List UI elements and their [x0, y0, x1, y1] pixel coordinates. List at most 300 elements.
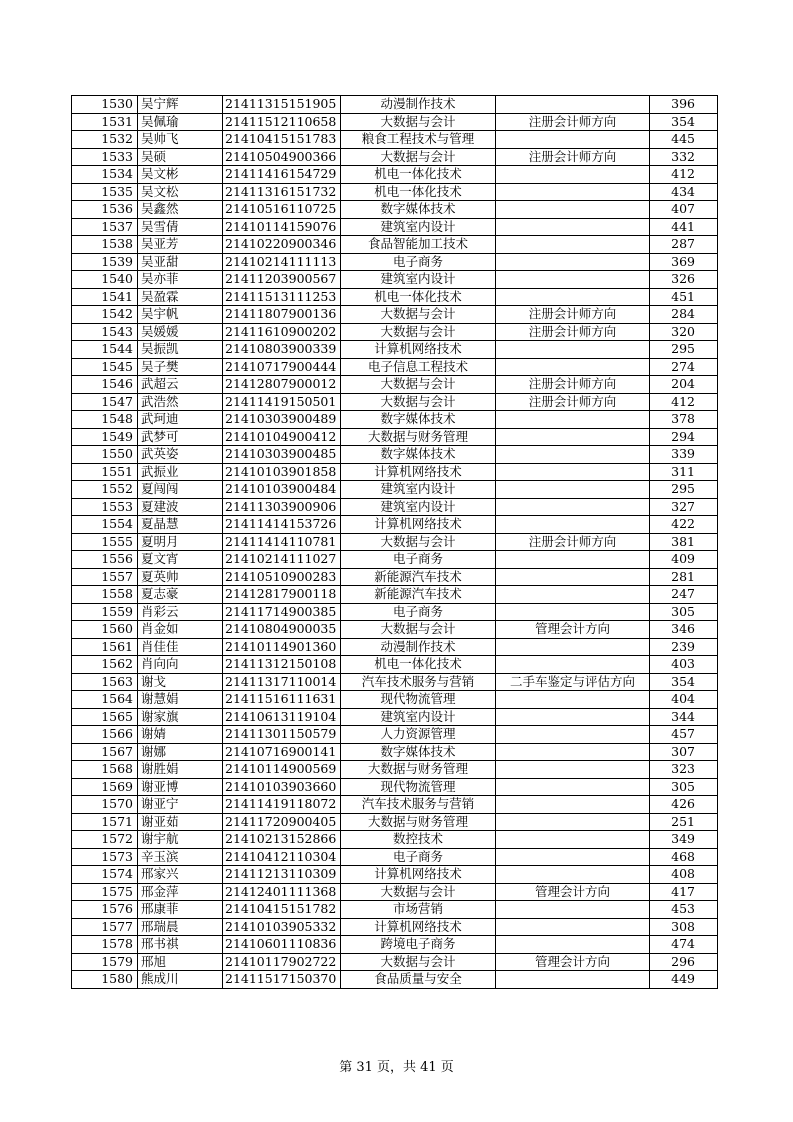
table-row: [72, 656, 718, 674]
candidate-id-cell: 21411213110309: [223, 866, 341, 884]
score-cell: 308: [650, 918, 718, 936]
major-cell: 数字媒体技术: [341, 201, 496, 219]
score-cell: 434: [650, 183, 718, 201]
major-cell: 机电一体化技术: [341, 656, 496, 674]
score-cell: 346: [650, 621, 718, 639]
student-name-cell: 夏文宵: [138, 551, 223, 569]
score-cell: 305: [650, 778, 718, 796]
row-number-cell: 1565: [72, 708, 138, 726]
table-row: [72, 848, 718, 866]
major-cell: 大数据与会计: [341, 953, 496, 971]
score-cell: 251: [650, 813, 718, 831]
major-cell: 机电一体化技术: [341, 288, 496, 306]
candidate-id-cell: 21410103905332: [223, 918, 341, 936]
score-cell: 445: [650, 131, 718, 149]
student-name-cell: 肖金如: [138, 621, 223, 639]
major-cell: 电子商务: [341, 551, 496, 569]
direction-cell: [496, 813, 650, 831]
major-cell: 跨境电子商务: [341, 936, 496, 954]
row-number-cell: 1533: [72, 148, 138, 166]
candidate-id-cell: 21411517150370: [223, 971, 341, 989]
table-row: [72, 691, 718, 709]
major-cell: 电子商务: [341, 253, 496, 271]
student-name-cell: 夏志豪: [138, 586, 223, 604]
major-cell: 计算机网络技术: [341, 341, 496, 359]
candidate-id-cell: 21410214111027: [223, 551, 341, 569]
candidate-id-cell: 21410114901360: [223, 638, 341, 656]
student-name-cell: 谢娜: [138, 743, 223, 761]
major-cell: 市场营销: [341, 901, 496, 919]
direction-cell: [496, 708, 650, 726]
major-cell: 汽车技术服务与营销: [341, 673, 496, 691]
row-number-cell: 1561: [72, 638, 138, 656]
major-cell: 大数据与会计: [341, 306, 496, 324]
table-row: [72, 341, 718, 359]
student-name-cell: 吴宁辉: [138, 96, 223, 114]
student-name-cell: 武振业: [138, 463, 223, 481]
table-row: [72, 586, 718, 604]
table-row: [72, 726, 718, 744]
direction-cell: [496, 796, 650, 814]
score-cell: 378: [650, 411, 718, 429]
direction-cell: [496, 481, 650, 499]
page-footer: 第 31 页，共 41 页: [339, 1060, 454, 1075]
table-row: [72, 323, 718, 341]
score-cell: 204: [650, 376, 718, 394]
table-row: [72, 201, 718, 219]
major-cell: 电子信息工程技术: [341, 358, 496, 376]
row-number-cell: 1567: [72, 743, 138, 761]
row-number-cell: 1573: [72, 848, 138, 866]
row-number-cell: 1534: [72, 166, 138, 184]
candidate-id-cell: 21410303900489: [223, 411, 341, 429]
row-number-cell: 1555: [72, 533, 138, 551]
row-number-cell: 1535: [72, 183, 138, 201]
candidate-id-cell: 21411317110014: [223, 673, 341, 691]
direction-cell: 注册会计师方向: [496, 148, 650, 166]
table-row: [72, 778, 718, 796]
direction-cell: [496, 551, 650, 569]
direction-cell: [496, 446, 650, 464]
student-name-cell: 吴硕: [138, 148, 223, 166]
student-name-cell: 肖佳佳: [138, 638, 223, 656]
score-cell: 239: [650, 638, 718, 656]
table-row: [72, 516, 718, 534]
major-cell: 大数据与财务管理: [341, 761, 496, 779]
student-name-cell: 谢婧: [138, 726, 223, 744]
score-cell: 295: [650, 481, 718, 499]
score-cell: 396: [650, 96, 718, 114]
table-row: [72, 638, 718, 656]
score-cell: 404: [650, 691, 718, 709]
table-row: [72, 131, 718, 149]
table-row: [72, 603, 718, 621]
student-name-cell: 邢瑞晨: [138, 918, 223, 936]
score-cell: 305: [650, 603, 718, 621]
score-cell: 449: [650, 971, 718, 989]
score-cell: 412: [650, 166, 718, 184]
major-cell: 数字媒体技术: [341, 743, 496, 761]
score-cell: 451: [650, 288, 718, 306]
direction-cell: 管理会计方向: [496, 883, 650, 901]
direction-cell: [496, 201, 650, 219]
direction-cell: [496, 271, 650, 289]
table-row: [72, 953, 718, 971]
score-cell: 426: [650, 796, 718, 814]
row-number-cell: 1574: [72, 866, 138, 884]
row-number-cell: 1563: [72, 673, 138, 691]
candidate-id-cell: 21412807900012: [223, 376, 341, 394]
score-cell: 441: [650, 218, 718, 236]
direction-cell: 注册会计师方向: [496, 323, 650, 341]
direction-cell: [496, 691, 650, 709]
candidate-id-cell: 21411513111253: [223, 288, 341, 306]
table-row: [72, 866, 718, 884]
major-cell: 大数据与会计: [341, 113, 496, 131]
major-cell: 大数据与会计: [341, 148, 496, 166]
table-row: [72, 673, 718, 691]
table-row: [72, 568, 718, 586]
row-number-cell: 1546: [72, 376, 138, 394]
row-number-cell: 1541: [72, 288, 138, 306]
direction-cell: [496, 831, 650, 849]
row-number-cell: 1578: [72, 936, 138, 954]
table-row: [72, 743, 718, 761]
row-number-cell: 1530: [72, 96, 138, 114]
candidate-id-cell: 21410103901858: [223, 463, 341, 481]
row-number-cell: 1577: [72, 918, 138, 936]
score-cell: 274: [650, 358, 718, 376]
candidate-id-cell: 21412401111368: [223, 883, 341, 901]
score-cell: 326: [650, 271, 718, 289]
table-row: [72, 183, 718, 201]
major-cell: 建筑室内设计: [341, 218, 496, 236]
direction-cell: [496, 358, 650, 376]
table-row: [72, 901, 718, 919]
student-name-cell: 吴亚甜: [138, 253, 223, 271]
row-number-cell: 1548: [72, 411, 138, 429]
student-name-cell: 吴鑫然: [138, 201, 223, 219]
direction-cell: 注册会计师方向: [496, 376, 650, 394]
score-cell: 296: [650, 953, 718, 971]
row-number-cell: 1542: [72, 306, 138, 324]
direction-cell: [496, 498, 650, 516]
student-name-cell: 邢康菲: [138, 901, 223, 919]
candidate-id-cell: 21411807900136: [223, 306, 341, 324]
table-row: [72, 166, 718, 184]
score-table: [71, 95, 718, 989]
major-cell: 汽车技术服务与营销: [341, 796, 496, 814]
table-row: [72, 481, 718, 499]
candidate-id-cell: 21411414153726: [223, 516, 341, 534]
candidate-id-cell: 21410717900444: [223, 358, 341, 376]
candidate-id-cell: 21411316151732: [223, 183, 341, 201]
student-name-cell: 武英姿: [138, 446, 223, 464]
major-cell: 电子商务: [341, 603, 496, 621]
row-number-cell: 1564: [72, 691, 138, 709]
row-number-cell: 1536: [72, 201, 138, 219]
candidate-id-cell: 21410104900412: [223, 428, 341, 446]
direction-cell: [496, 568, 650, 586]
major-cell: 动漫制作技术: [341, 96, 496, 114]
major-cell: 粮食工程技术与管理: [341, 131, 496, 149]
row-number-cell: 1580: [72, 971, 138, 989]
student-name-cell: 吴帅飞: [138, 131, 223, 149]
table-row: [72, 253, 718, 271]
major-cell: 建筑室内设计: [341, 498, 496, 516]
major-cell: 食品质量与安全: [341, 971, 496, 989]
table-row: [72, 813, 718, 831]
row-number-cell: 1579: [72, 953, 138, 971]
candidate-id-cell: 21411512110658: [223, 113, 341, 131]
score-cell: 287: [650, 236, 718, 254]
candidate-id-cell: 21411419118072: [223, 796, 341, 814]
table-row: [72, 463, 718, 481]
row-number-cell: 1544: [72, 341, 138, 359]
major-cell: 计算机网络技术: [341, 866, 496, 884]
candidate-id-cell: 21411714900385: [223, 603, 341, 621]
student-name-cell: 武超云: [138, 376, 223, 394]
major-cell: 建筑室内设计: [341, 271, 496, 289]
score-cell: 453: [650, 901, 718, 919]
major-cell: 机电一体化技术: [341, 166, 496, 184]
direction-cell: 二手车鉴定与评估方向: [496, 673, 650, 691]
row-number-cell: 1543: [72, 323, 138, 341]
direction-cell: [496, 866, 650, 884]
student-name-cell: 吴亚芳: [138, 236, 223, 254]
student-name-cell: 肖彩云: [138, 603, 223, 621]
major-cell: 大数据与会计: [341, 533, 496, 551]
major-cell: 计算机网络技术: [341, 918, 496, 936]
score-cell: 332: [650, 148, 718, 166]
score-cell: 381: [650, 533, 718, 551]
student-name-cell: 肖向向: [138, 656, 223, 674]
table-row: [72, 428, 718, 446]
direction-cell: [496, 743, 650, 761]
score-table-container: [71, 95, 717, 989]
row-number-cell: 1562: [72, 656, 138, 674]
direction-cell: [496, 936, 650, 954]
candidate-id-cell: 21411516111631: [223, 691, 341, 709]
candidate-id-cell: 21410114900569: [223, 761, 341, 779]
direction-cell: [496, 516, 650, 534]
score-cell: 468: [650, 848, 718, 866]
major-cell: 新能源汽车技术: [341, 568, 496, 586]
major-cell: 大数据与会计: [341, 883, 496, 901]
direction-cell: [496, 411, 650, 429]
student-name-cell: 吴文彬: [138, 166, 223, 184]
score-cell: 284: [650, 306, 718, 324]
candidate-id-cell: 21410214111113: [223, 253, 341, 271]
student-name-cell: 熊成川: [138, 971, 223, 989]
table-row: [72, 551, 718, 569]
table-row: [72, 621, 718, 639]
major-cell: 大数据与会计: [341, 621, 496, 639]
candidate-id-cell: 21411610900202: [223, 323, 341, 341]
student-name-cell: 武梦可: [138, 428, 223, 446]
direction-cell: [496, 166, 650, 184]
student-name-cell: 谢慧娟: [138, 691, 223, 709]
candidate-id-cell: 21410516110725: [223, 201, 341, 219]
row-number-cell: 1566: [72, 726, 138, 744]
row-number-cell: 1531: [72, 113, 138, 131]
direction-cell: 注册会计师方向: [496, 393, 650, 411]
candidate-id-cell: 21410716900141: [223, 743, 341, 761]
major-cell: 建筑室内设计: [341, 708, 496, 726]
table-row: [72, 96, 718, 114]
student-name-cell: 辛玉滨: [138, 848, 223, 866]
score-cell: 354: [650, 673, 718, 691]
score-cell: 247: [650, 586, 718, 604]
table-row: [72, 411, 718, 429]
score-cell: 311: [650, 463, 718, 481]
table-row: [72, 393, 718, 411]
row-number-cell: 1557: [72, 568, 138, 586]
candidate-id-cell: 21410412110304: [223, 848, 341, 866]
student-name-cell: 吴媛媛: [138, 323, 223, 341]
table-row: [72, 533, 718, 551]
score-cell: 474: [650, 936, 718, 954]
row-number-cell: 1538: [72, 236, 138, 254]
direction-cell: 管理会计方向: [496, 621, 650, 639]
student-name-cell: 邢家兴: [138, 866, 223, 884]
candidate-id-cell: 21411419150501: [223, 393, 341, 411]
major-cell: 数字媒体技术: [341, 411, 496, 429]
candidate-id-cell: 21410601110836: [223, 936, 341, 954]
candidate-id-cell: 21411416154729: [223, 166, 341, 184]
score-cell: 422: [650, 516, 718, 534]
student-name-cell: 夏闯闯: [138, 481, 223, 499]
row-number-cell: 1545: [72, 358, 138, 376]
student-name-cell: 吴盈霖: [138, 288, 223, 306]
major-cell: 大数据与财务管理: [341, 428, 496, 446]
direction-cell: 管理会计方向: [496, 953, 650, 971]
major-cell: 现代物流管理: [341, 778, 496, 796]
student-name-cell: 谢亚茹: [138, 813, 223, 831]
row-number-cell: 1552: [72, 481, 138, 499]
row-number-cell: 1556: [72, 551, 138, 569]
candidate-id-cell: 21411303900906: [223, 498, 341, 516]
major-cell: 人力资源管理: [341, 726, 496, 744]
row-number-cell: 1575: [72, 883, 138, 901]
score-cell: 408: [650, 866, 718, 884]
direction-cell: [496, 341, 650, 359]
major-cell: 新能源汽车技术: [341, 586, 496, 604]
direction-cell: [496, 603, 650, 621]
candidate-id-cell: 21411414110781: [223, 533, 341, 551]
score-cell: 349: [650, 831, 718, 849]
score-cell: 323: [650, 761, 718, 779]
row-number-cell: 1558: [72, 586, 138, 604]
table-row: [72, 918, 718, 936]
table-row: [72, 358, 718, 376]
candidate-id-cell: 21411315151905: [223, 96, 341, 114]
table-body: [72, 96, 718, 989]
candidate-id-cell: 21410613119104: [223, 708, 341, 726]
major-cell: 大数据与会计: [341, 393, 496, 411]
table-row: [72, 218, 718, 236]
table-row: [72, 113, 718, 131]
major-cell: 动漫制作技术: [341, 638, 496, 656]
student-name-cell: 夏英帅: [138, 568, 223, 586]
student-name-cell: 吴振凯: [138, 341, 223, 359]
score-cell: 294: [650, 428, 718, 446]
score-cell: 307: [650, 743, 718, 761]
score-cell: 281: [650, 568, 718, 586]
score-cell: 369: [650, 253, 718, 271]
direction-cell: [496, 253, 650, 271]
row-number-cell: 1532: [72, 131, 138, 149]
major-cell: 数控技术: [341, 831, 496, 849]
direction-cell: [496, 918, 650, 936]
table-row: [72, 498, 718, 516]
student-name-cell: 吴雪倩: [138, 218, 223, 236]
direction-cell: [496, 183, 650, 201]
student-name-cell: 吴亦菲: [138, 271, 223, 289]
candidate-id-cell: 21411203900567: [223, 271, 341, 289]
row-number-cell: 1551: [72, 463, 138, 481]
student-name-cell: 谢家旗: [138, 708, 223, 726]
candidate-id-cell: 21410103900484: [223, 481, 341, 499]
direction-cell: [496, 131, 650, 149]
table-row: [72, 883, 718, 901]
candidate-id-cell: 21410220900346: [223, 236, 341, 254]
row-number-cell: 1553: [72, 498, 138, 516]
score-cell: 417: [650, 883, 718, 901]
table-row: [72, 288, 718, 306]
candidate-id-cell: 21410504900366: [223, 148, 341, 166]
candidate-id-cell: 21411312150108: [223, 656, 341, 674]
candidate-id-cell: 21410415151782: [223, 901, 341, 919]
direction-cell: [496, 848, 650, 866]
row-number-cell: 1540: [72, 271, 138, 289]
student-name-cell: 谢戈: [138, 673, 223, 691]
candidate-id-cell: 21410804900035: [223, 621, 341, 639]
row-number-cell: 1571: [72, 813, 138, 831]
major-cell: 计算机网络技术: [341, 516, 496, 534]
row-number-cell: 1568: [72, 761, 138, 779]
major-cell: 机电一体化技术: [341, 183, 496, 201]
student-name-cell: 谢宇航: [138, 831, 223, 849]
student-name-cell: 吴文松: [138, 183, 223, 201]
score-cell: 320: [650, 323, 718, 341]
candidate-id-cell: 21410803900339: [223, 341, 341, 359]
direction-cell: [496, 761, 650, 779]
row-number-cell: 1572: [72, 831, 138, 849]
score-cell: 412: [650, 393, 718, 411]
direction-cell: [496, 901, 650, 919]
row-number-cell: 1576: [72, 901, 138, 919]
score-cell: 344: [650, 708, 718, 726]
major-cell: 数字媒体技术: [341, 446, 496, 464]
score-cell: 295: [650, 341, 718, 359]
direction-cell: 注册会计师方向: [496, 113, 650, 131]
major-cell: 电子商务: [341, 848, 496, 866]
direction-cell: [496, 726, 650, 744]
table-row: [72, 306, 718, 324]
score-cell: 409: [650, 551, 718, 569]
candidate-id-cell: 21410213152866: [223, 831, 341, 849]
student-name-cell: 邢书祺: [138, 936, 223, 954]
candidate-id-cell: 21412817900118: [223, 586, 341, 604]
direction-cell: [496, 428, 650, 446]
table-row: [72, 761, 718, 779]
candidate-id-cell: 21410103903660: [223, 778, 341, 796]
score-cell: 407: [650, 201, 718, 219]
row-number-cell: 1559: [72, 603, 138, 621]
direction-cell: 注册会计师方向: [496, 533, 650, 551]
student-name-cell: 谢亚博: [138, 778, 223, 796]
